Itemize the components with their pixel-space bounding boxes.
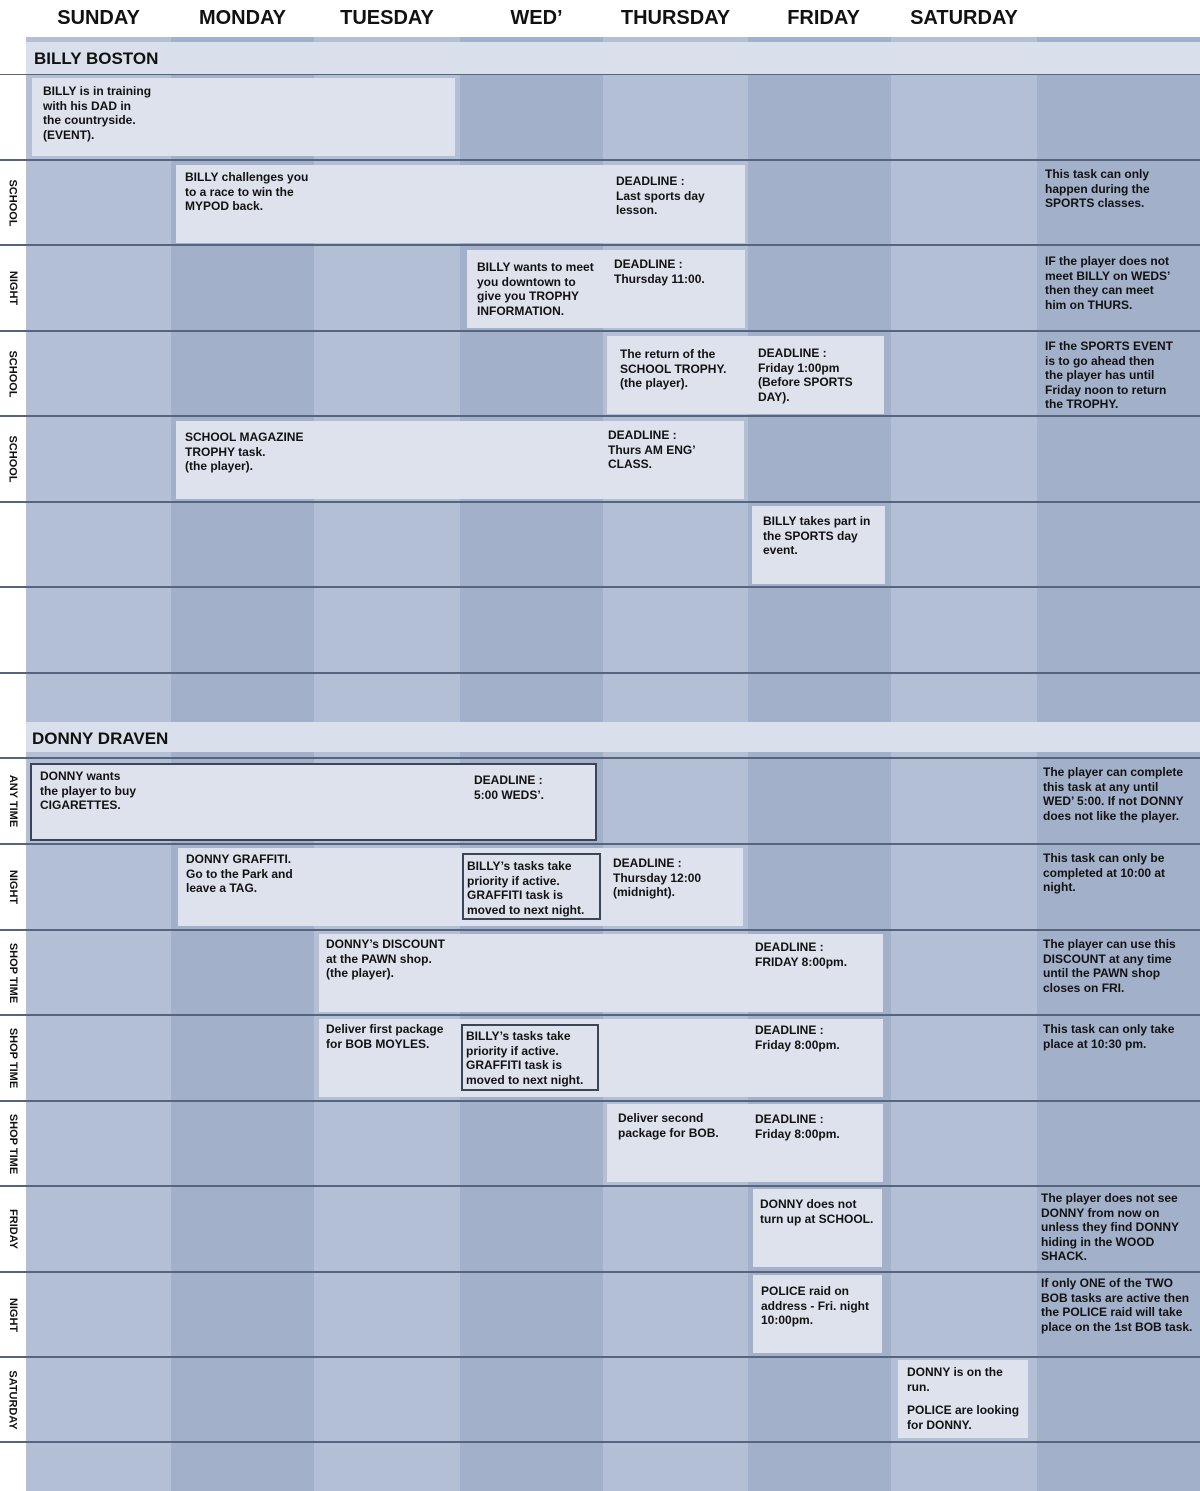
row-label-text: FRIDAY (7, 1209, 19, 1249)
deadline-text-package2: DEADLINE : Friday 8:00pm. (755, 1112, 840, 1141)
row-divider (0, 757, 1200, 759)
row-label-text: NIGHT (7, 1297, 20, 1332)
day-header-tuesday: TUESDAY (340, 7, 434, 29)
priority-text-1: BILLY’s tasks take priority if active. GRAFFITI task is moved to next night. (467, 859, 585, 917)
row-label-text: SATURDAY (7, 1369, 20, 1430)
row-label-any-time (0, 759, 26, 843)
row-divider (0, 74, 1200, 75)
note-text-discount: The player can use this DISCOUNT at any time until the PAWN shop closes on FRI. (1043, 937, 1176, 995)
row-label-night (0, 845, 26, 929)
task-text-police-raid: POLICE raid on address - Fri. night 10:00pm. (761, 1284, 870, 1328)
row-label-friday (0, 1187, 26, 1271)
task-text-sports: BILLY takes part in the SPORTS day event. (763, 514, 871, 558)
day-header-sunday: SUNDAY (57, 7, 140, 29)
row-label-text: ANY TIME (7, 774, 20, 828)
row-label-text: SHOP TIME (7, 1113, 19, 1174)
row-label-text: NIGHT (7, 270, 20, 306)
day-header-saturday: SATURDAY (910, 7, 1018, 29)
row-label-saturday (0, 1358, 26, 1441)
task-text-on-the-run: DONNY is on the run. (907, 1365, 1003, 1394)
row-divider (0, 501, 1200, 503)
row-divider (0, 159, 1200, 161)
row-label-text: NIGHT (7, 869, 20, 905)
row-divider (0, 586, 1200, 588)
task-text-cigarettes: DONNY wants the player to buy CIGARETTES. (40, 769, 137, 813)
row-label-school (0, 332, 26, 415)
row-label-text: SHOP TIME (7, 942, 19, 1003)
task-text-meet: BILLY wants to meet you downtown to give you TROPHY INFORMATION. (477, 260, 594, 318)
priority-text-2: BILLY’s tasks take priority if active. GRAFFITI task is moved to next night. (466, 1029, 584, 1087)
deadline-text-return: DEADLINE : Friday 1:00pm (Before SPORTS DAY). (758, 346, 853, 404)
task-text-magazine: SCHOOL MAGAZINE TROPHY task. (the player). (185, 430, 304, 474)
task-text-police-looking: POLICE are looking for DONNY. (907, 1403, 1020, 1432)
row-divider (0, 843, 1200, 845)
deadline-text-race: DEADLINE : Last sports day lesson. (616, 174, 705, 218)
note-text-graffiti: This task can only be completed at 10:00 at night. (1043, 851, 1166, 895)
note-text-race: This task can only happen during the SPORTS classes. (1045, 167, 1150, 211)
task-text-package1: Deliver first package for BOB MOYLES. (326, 1022, 444, 1051)
task-text-package2: Deliver second package for BOB. (618, 1111, 719, 1140)
row-label-school (0, 161, 26, 244)
row-divider (0, 1356, 1200, 1358)
row-label-shop-time (0, 1016, 26, 1100)
row-divider (0, 415, 1200, 417)
day-header-thursday: THURSDAY (620, 7, 731, 29)
section-title-billy: BILLY BOSTON (34, 49, 159, 68)
row-label-text: SHOP TIME (7, 1027, 19, 1089)
row-divider (0, 1014, 1200, 1016)
deadline-text-meet: DEADLINE : Thursday 11:00. (614, 257, 705, 286)
day-header-monday: MONDAY (198, 7, 287, 29)
row-label-night (0, 1273, 26, 1356)
row-label-text: SCHOOL (7, 349, 19, 398)
deadline-text-cigarettes: DEADLINE : 5:00 WEDS’. (474, 773, 545, 802)
row-label-school (0, 417, 26, 501)
row-label-shop-time (0, 1102, 26, 1185)
row-divider (0, 929, 1200, 931)
note-text-cigarettes: The player can complete this task at any until WED’ 5:00. If not DONNY does not like the player. (1043, 765, 1184, 823)
day-header-friday: FRIDAY (787, 7, 860, 29)
note-text-package1: This task can only take place at 10:30 pm. (1043, 1022, 1175, 1051)
row-divider (0, 1185, 1200, 1187)
deadline-text-discount: DEADLINE : FRIDAY 8:00pm. (755, 940, 848, 969)
row-label-night (0, 246, 26, 330)
task-text-race: BILLY challenges you to a race to win the MYPOD back. (185, 170, 309, 214)
note-text-no-show: The player does not see DONNY from now on unless they find DONNY hiding in the WOOD SHACK. (1041, 1191, 1180, 1264)
note-text-meet: IF the player does not meet BILLY on WEDS’ then they can meet him on THURS. (1045, 254, 1171, 312)
row-divider (0, 1271, 1200, 1273)
task-text-graffiti: DONNY GRAFFITI. Go to the Park and leave a TAG. (186, 852, 293, 896)
row-divider (0, 672, 1200, 674)
row-divider (0, 1100, 1200, 1102)
row-divider (0, 244, 1200, 246)
row-divider (0, 330, 1200, 332)
row-label-shop-time (0, 931, 26, 1014)
section-title-donny: DONNY DRAVEN (32, 729, 169, 748)
deadline-text-graffiti: DEADLINE : Thursday 12:00 (midnight). (613, 856, 702, 900)
row-label-text: SCHOOL (7, 435, 19, 483)
note-text-return: IF the SPORTS EVENT is to go ahead then the player has until Friday noon to return the TROPHY. (1045, 339, 1174, 412)
deadline-text-package1: DEADLINE : Friday 8:00pm. (755, 1023, 840, 1052)
task-text-return: The return of the SCHOOL TROPHY. (the player). (620, 347, 727, 391)
row-label-text: SCHOOL (7, 178, 19, 227)
day-header-wednesday: WED’ (510, 7, 563, 29)
task-text-no-show: DONNY does not turn up at SCHOOL. (760, 1197, 874, 1226)
deadline-text-magazine: DEADLINE : Thurs AM ENG’ CLASS. (608, 428, 696, 472)
task-text-training: BILLY is in training with his DAD in the countryside. (EVENT). (43, 84, 152, 142)
note-text-police-raid: If only ONE of the TWO BOB tasks are active then the POLICE raid will take place on the 1st BOB task. (1041, 1276, 1193, 1334)
section-band-donny (26, 722, 1200, 752)
task-text-discount: DONNY’s DISCOUNT at the PAWN shop. (the player). (326, 937, 445, 981)
row-divider (0, 1441, 1200, 1443)
section-band-billy (26, 42, 1200, 74)
